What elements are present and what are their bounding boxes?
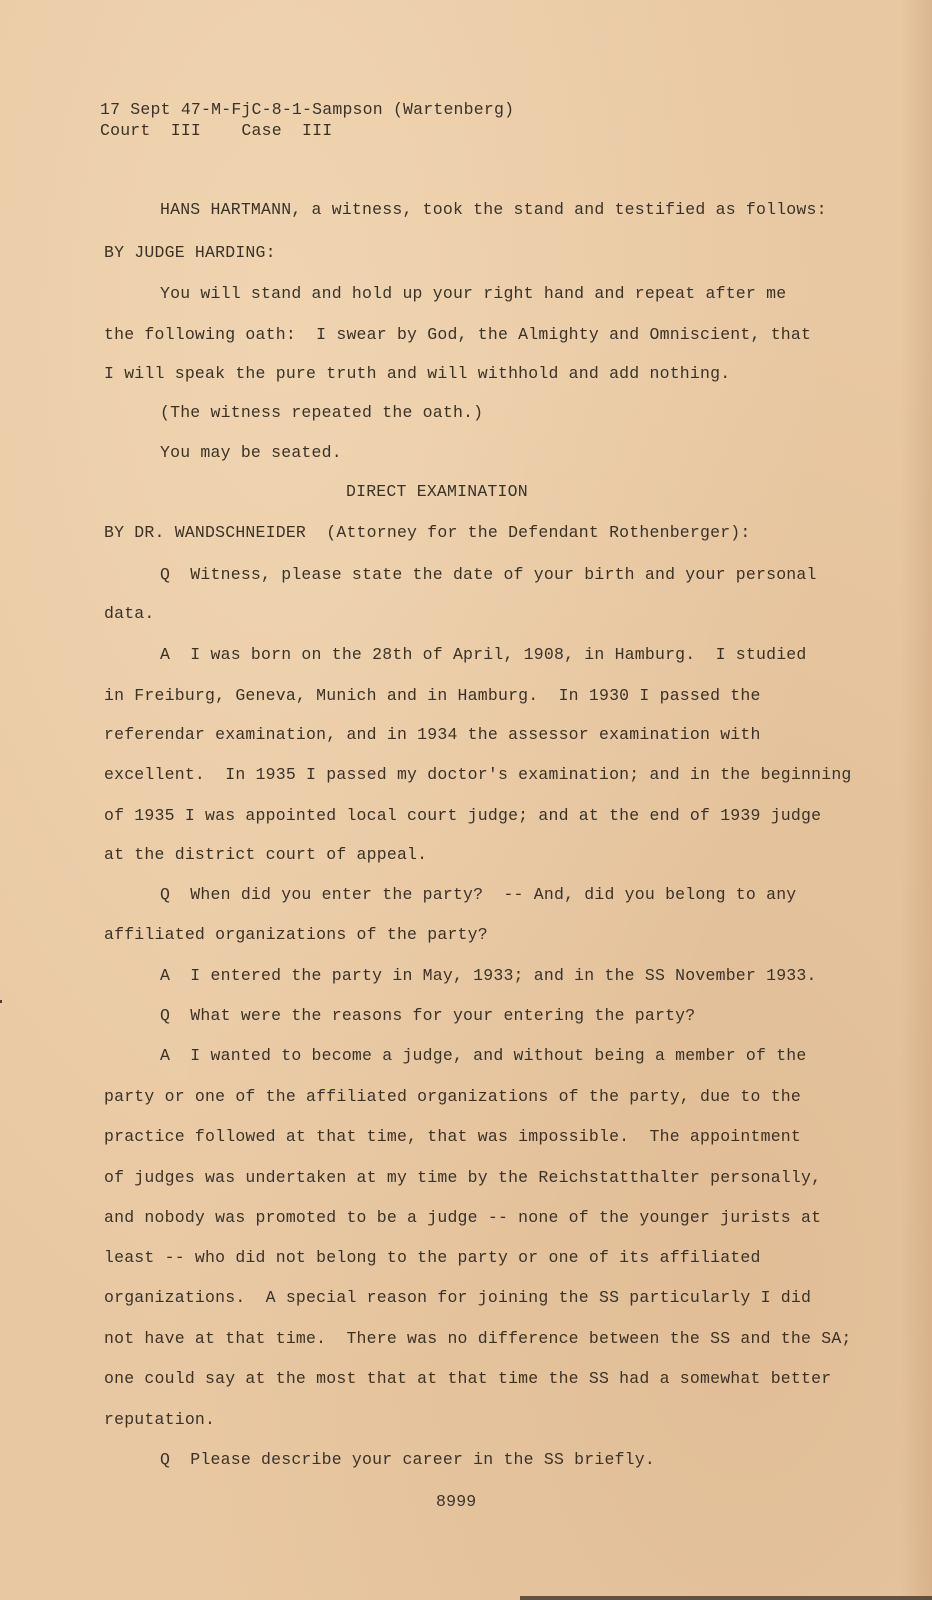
seated-instruction: You may be seated. xyxy=(160,443,342,462)
transcript-line: A I was born on the 28th of April, 1908, in Hamburg. I studied xyxy=(160,645,807,664)
transcript-line: least -- who did not belong to the party or one of its affiliated xyxy=(104,1248,761,1267)
oath-instruction-line-3: I will speak the pure truth and will withhold and add nothing. xyxy=(104,364,731,383)
transcript-line: practice followed at that time, that was impossible. The appointment xyxy=(104,1127,802,1146)
transcript-line: excellent. In 1935 I passed my doctor's examination; and in the beginning xyxy=(104,765,852,784)
transcript-line: in Freiburg, Geneva, Munich and in Hamburg. In 1930 I passed the xyxy=(104,686,761,705)
transcript-line: and nobody was promoted to be a judge -- none of the younger jurists at xyxy=(104,1208,822,1227)
scan-edge-mark xyxy=(0,1000,2,1003)
direct-examination-heading: DIRECT EXAMINATION xyxy=(346,482,528,501)
by-attorney-heading: BY DR. WANDSCHNEIDER (Attorney for the Defendant Rothenberger): xyxy=(104,523,751,542)
transcript-line: party or one of the affiliated organizations of the party, due to the xyxy=(104,1087,802,1106)
header-court-case-line: Court III Case III xyxy=(100,121,333,140)
transcript-line: Q When did you enter the party? -- And, did you belong to any xyxy=(160,885,797,904)
transcript-line: at the district court of appeal. xyxy=(104,845,428,864)
by-judge-heading: BY JUDGE HARDING: xyxy=(104,243,276,262)
oath-repeated-note: (The witness repeated the oath.) xyxy=(160,403,484,422)
page-number: 8999 xyxy=(436,1492,477,1511)
transcript-line: of 1935 I was appointed local court judge; and at the end of 1939 judge xyxy=(104,806,822,825)
header-reference-line: 17 Sept 47-M-FjC-8-1-Sampson (Wartenberg) xyxy=(100,100,515,119)
scan-bottom-edge xyxy=(520,1596,932,1600)
transcript-line: A I entered the party in May, 1933; and in the SS November 1933. xyxy=(160,966,817,985)
transcript-line: organizations. A special reason for joining the SS particularly I did xyxy=(104,1288,812,1307)
transcript-line: one could say at the most that at that time the SS had a somewhat better xyxy=(104,1369,832,1388)
oath-instruction-line-2: the following oath: I swear by God, the Almighty and Omniscient, that xyxy=(104,325,812,344)
oath-instruction-line-1: You will stand and hold up your right hand and repeat after me xyxy=(160,284,787,303)
witness-intro-line: HANS HARTMANN, a witness, took the stand and testified as follows: xyxy=(160,200,827,219)
transcript-line: reputation. xyxy=(104,1410,216,1429)
transcript-line: Q Please describe your career in the SS briefly. xyxy=(160,1450,655,1469)
transcript-line: referendar examination, and in 1934 the assessor examination with xyxy=(104,725,761,744)
transcript-line: of judges was undertaken at my time by the Reichstatthalter personally, xyxy=(104,1168,822,1187)
transcript-line: data. xyxy=(104,604,155,623)
transcript-line: not have at that time. There was no difference between the SS and the SA; xyxy=(104,1329,852,1348)
transcript-line: Q Witness, please state the date of your birth and your personal xyxy=(160,565,817,584)
transcript-line: Q What were the reasons for your entering the party? xyxy=(160,1006,696,1025)
transcript-line: affiliated organizations of the party? xyxy=(104,925,488,944)
transcript-line: A I wanted to become a judge, and without being a member of the xyxy=(160,1046,807,1065)
